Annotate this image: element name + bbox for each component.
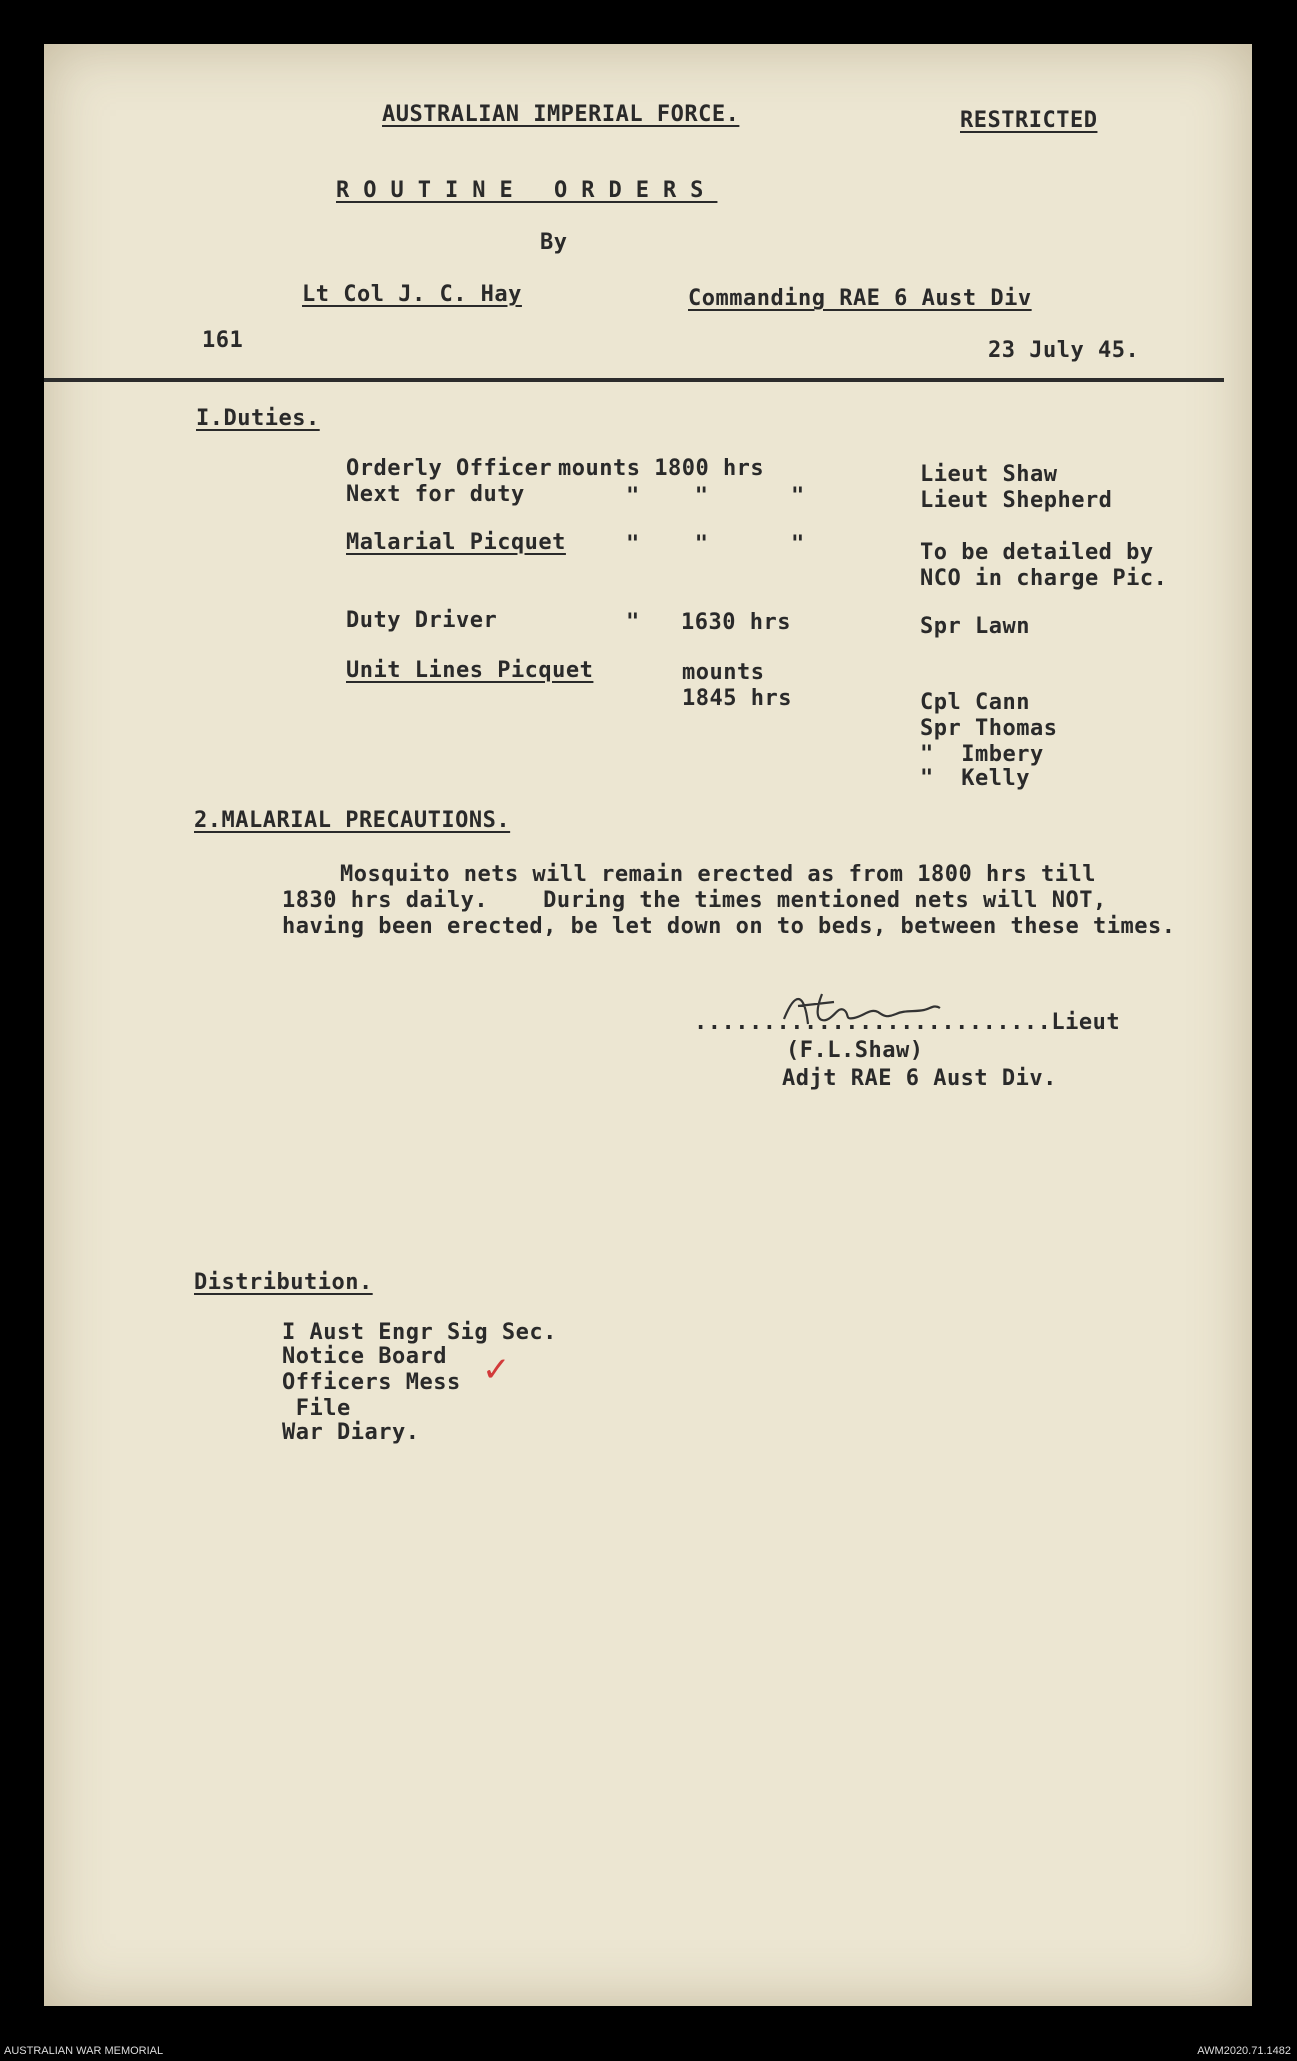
signatory-name: (F.L.Shaw) xyxy=(786,1038,924,1063)
command-line: Commanding RAE 6 Aust Div xyxy=(688,286,1032,311)
force-heading: AUSTRALIAN IMPERIAL FORCE. xyxy=(382,102,740,127)
malarial-heading: 2.MALARIAL PRECAUTIONS. xyxy=(194,808,511,833)
duty-assignee: To be detailed by xyxy=(920,540,1154,565)
duty-label: Duty Driver xyxy=(346,608,498,633)
distribution-item: File xyxy=(282,1396,351,1421)
duty-time: " 1630 hrs xyxy=(626,610,791,635)
duty-time: mounts 1800 hrs xyxy=(558,456,765,481)
duty-assignee: Cpl Cann xyxy=(920,690,1030,715)
header-rule xyxy=(44,378,1224,382)
malarial-text-line: having been erected, be let down on to beds, between these times. xyxy=(282,914,1176,939)
checkmark-icon: ✓ xyxy=(482,1350,511,1390)
document-title: ROUTINE ORDERS xyxy=(336,178,718,203)
duty-label: Unit Lines Picquet xyxy=(346,658,594,683)
duty-label: Orderly Officer xyxy=(346,456,553,481)
duties-heading: I.Duties. xyxy=(196,406,320,431)
distribution-item: I Aust Engr Sig Sec. xyxy=(282,1320,557,1345)
duty-time: 1845 hrs xyxy=(682,686,792,711)
duty-assignee: NCO in charge Pic. xyxy=(920,566,1168,591)
document-page xyxy=(44,44,1252,2006)
malarial-text-line: Mosquito nets will remain erected as from 1800 hrs till xyxy=(340,862,1096,887)
signatory-position: Adjt RAE 6 Aust Div. xyxy=(782,1066,1057,1091)
signature-line: ..........................Lieut xyxy=(694,1010,1121,1035)
classification-label: RESTRICTED xyxy=(960,108,1098,133)
order-date: 23 July 45. xyxy=(988,338,1140,363)
distribution-item: Notice Board xyxy=(282,1344,447,1369)
distribution-item: Officers Mess xyxy=(282,1370,461,1395)
distribution-item: War Diary. xyxy=(282,1420,420,1445)
duty-time: mounts xyxy=(682,660,765,685)
duty-label: Malarial Picquet xyxy=(346,530,566,555)
duty-assignee: Spr Thomas xyxy=(920,716,1058,741)
duty-assignee: Spr Lawn xyxy=(920,614,1030,639)
duty-label: Next for duty xyxy=(346,482,525,507)
duty-time: " " " xyxy=(626,484,805,509)
duty-assignee: Lieut Shaw xyxy=(920,462,1058,487)
order-number: 161 xyxy=(202,328,244,353)
duty-assignee: Lieut Shepherd xyxy=(920,488,1113,513)
distribution-heading: Distribution. xyxy=(194,1270,373,1295)
duty-assignee: " Imbery xyxy=(920,742,1044,767)
footer-accession: AWM2020.71.1482 xyxy=(1197,2045,1291,2057)
malarial-text-line: 1830 hrs daily. During the times mentioned nets will NOT, xyxy=(282,888,1107,913)
issuing-officer: Lt Col J. C. Hay xyxy=(302,282,522,307)
footer-credit: AUSTRALIAN WAR MEMORIAL xyxy=(4,2045,164,2057)
duty-time: " " " xyxy=(626,532,805,557)
by-label: By xyxy=(540,230,568,255)
duty-assignee: " Kelly xyxy=(920,766,1030,791)
